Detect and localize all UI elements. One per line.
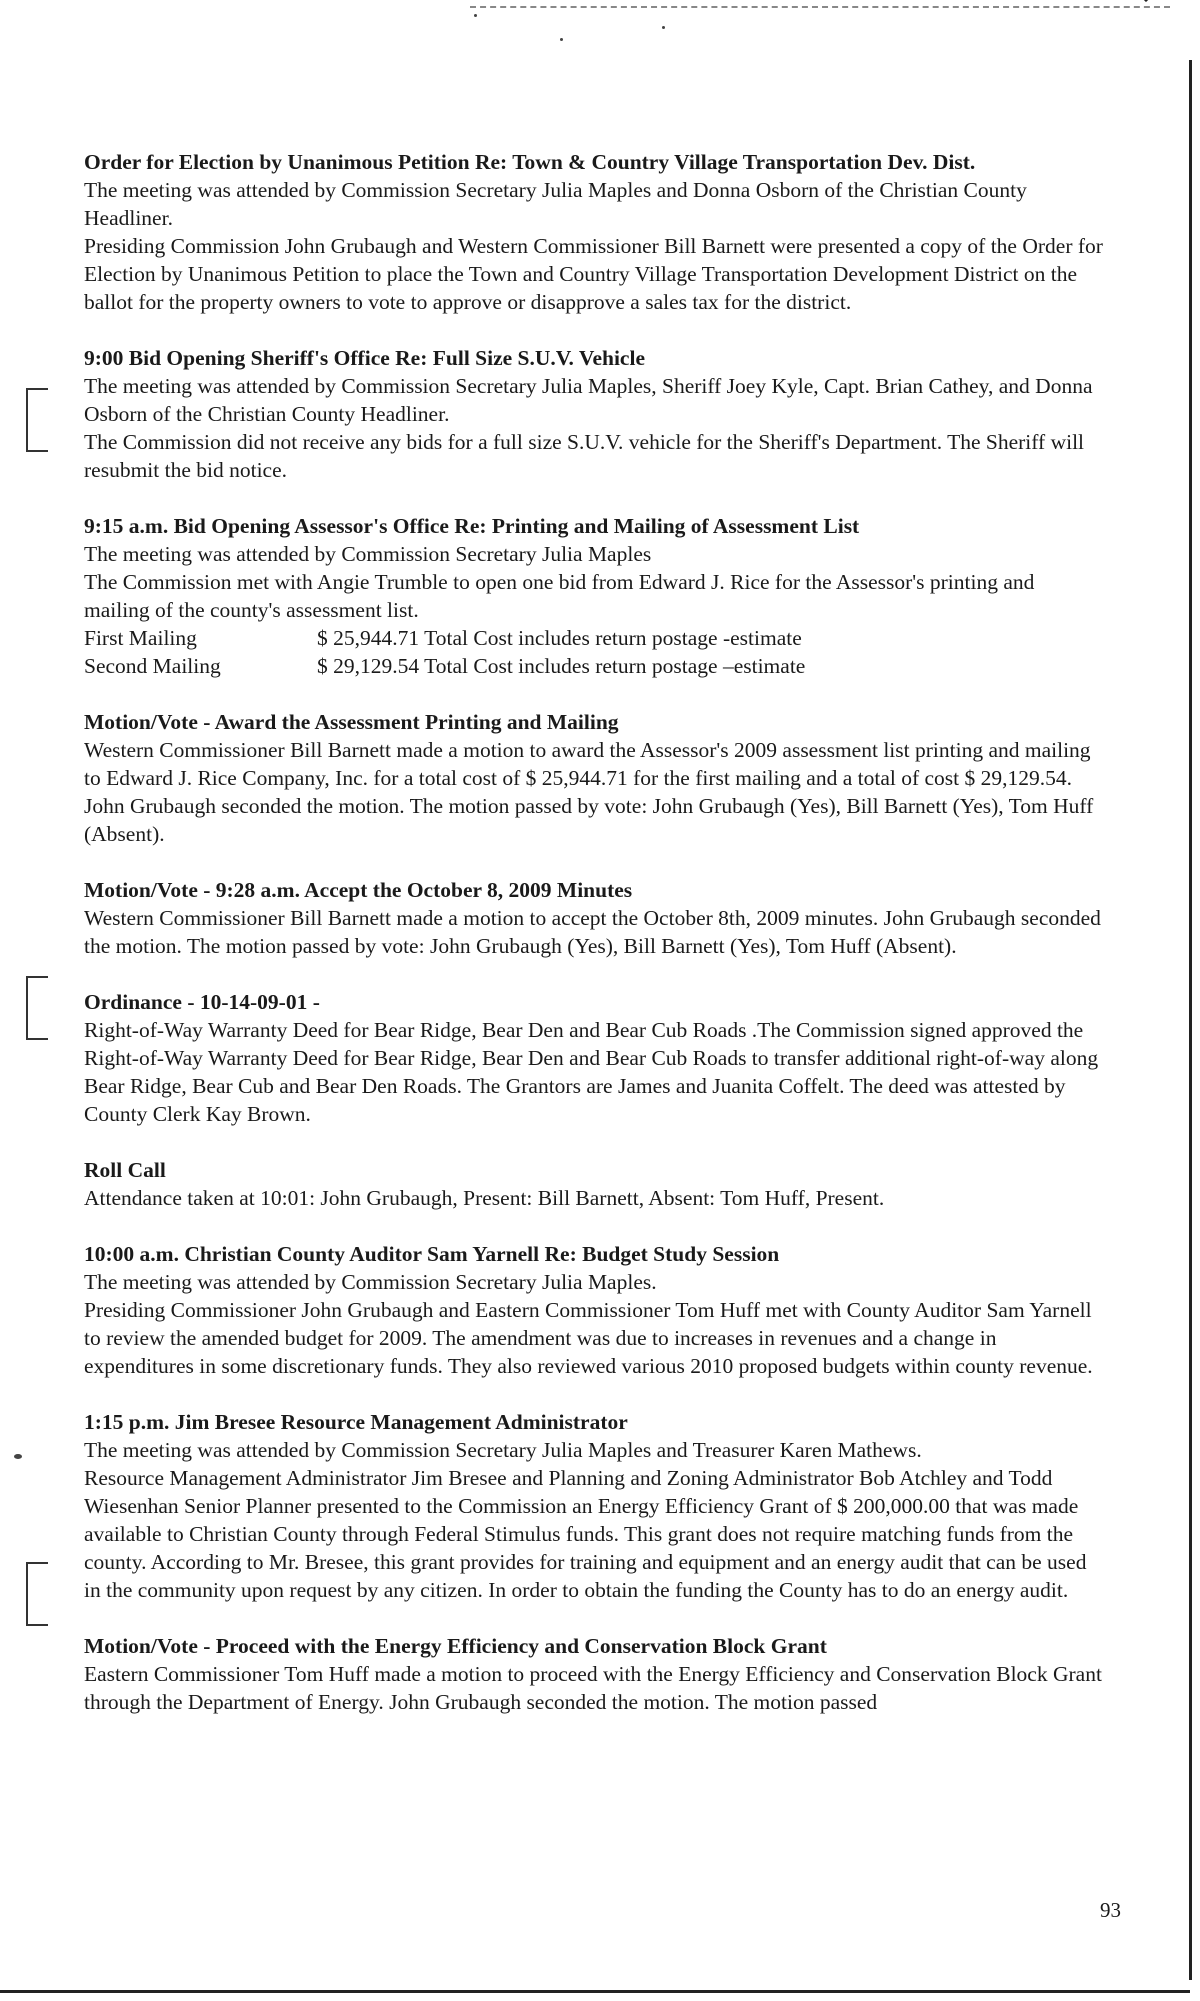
minutes-section	[84, 1408, 1104, 1604]
minutes-body	[84, 148, 1104, 1744]
minutes-section	[84, 708, 1104, 848]
section-paragraph: The Commission met with Angie Trumble to open one bid from Edward J. Rice for the Assessor's printing and mailing of the county's assessment list.	[84, 570, 1035, 622]
section-heading: 9:00 Bid Opening Sheriff's Office Re: Full Size S.U.V. Vehicle	[84, 346, 645, 370]
mailing-cost: $ 25,944.71 Total Cost includes return postage -estimate	[317, 626, 802, 650]
section-heading: 1:15 p.m. Jim Bresee Resource Management Administrator	[84, 1410, 628, 1434]
section-paragraph: The meeting was attended by Commission Secretary Julia Maples and Treasurer Karen Mathews.	[84, 1438, 922, 1462]
scan-top-edge	[470, 6, 1170, 8]
section-paragraph: Presiding Commission John Grubaugh and Western Commissioner Bill Barnett were presented a copy of the Order for Election by Unanimous Petition to place the Town and Country Village Transportation Development District on the ballot for the property owners to vote to approve or disapprove a sales tax for the district.	[84, 234, 1103, 314]
mailing-row	[84, 624, 1104, 652]
section-paragraph: The meeting was attended by Commission Secretary Julia Maples and Donna Osborn of the Christian County Headliner.	[84, 178, 1027, 230]
mailing-label: First Mailing	[84, 626, 197, 650]
scan-speck	[560, 38, 563, 41]
section-heading: 9:15 a.m. Bid Opening Assessor's Office Re: Printing and Mailing of Assessment List	[84, 514, 860, 538]
mailing-label: Second Mailing	[84, 654, 221, 678]
section-paragraph: Attendance taken at 10:01: John Grubaugh, Present: Bill Barnett, Absent: Tom Huff, Present.	[84, 1186, 885, 1210]
section-paragraph: The meeting was attended by Commission Secretary Julia Maples	[84, 542, 652, 566]
binder-hole-mark	[26, 388, 48, 452]
mailing-row	[84, 652, 1104, 680]
scan-speck	[474, 14, 477, 17]
section-paragraph: Right-of-Way Warranty Deed for Bear Ridge, Bear Den and Bear Cub Roads .The Commission signed approved the Right-of-Way Warranty Deed for Bear Ridge, Bear Den and Bear Cub Roads to transfer additional right-of-way along Bear Ridge, Bear Cub and Bear Den Roads. The Grantors are James and Juanita Coffelt. The deed was attested by County Clerk Kay Brown.	[84, 1018, 1099, 1126]
minutes-section	[84, 1240, 1104, 1380]
minutes-section	[84, 988, 1104, 1128]
section-paragraph: Presiding Commissioner John Grubaugh and Eastern Commissioner Tom Huff met with County Auditor Sam Yarnell to review the amended budget for 2009. The amendment was due to increases in revenues and a change in expenditures in some discretionary funds. They also reviewed various 2010 proposed budgets within county revenue.	[84, 1298, 1093, 1378]
section-heading: Roll Call	[84, 1158, 166, 1182]
section-heading: Motion/Vote - Proceed with the Energy Efficiency and Conservation Block Grant	[84, 1634, 827, 1658]
section-paragraph: The Commission did not receive any bids for a full size S.U.V. vehicle for the Sheriff's Department. The Sheriff will resubmit the bid notice.	[84, 430, 1085, 482]
minutes-section	[84, 512, 1104, 680]
section-paragraph: Western Commissioner Bill Barnett made a motion to accept the October 8th, 2009 minutes. John Grubaugh seconded the motion. The motion passed by vote: John Grubaugh (Yes), Bill Barnett (Yes), Tom Huff (Absent).	[84, 906, 1101, 958]
minutes-section	[84, 876, 1104, 960]
scan-speck	[662, 26, 665, 29]
section-paragraph: Eastern Commissioner Tom Huff made a motion to proceed with the Energy Efficiency and Conservation Block Grant through the Department of Energy. John Grubaugh seconded the motion. The motion passed	[84, 1662, 1102, 1714]
minutes-section	[84, 1632, 1104, 1716]
section-paragraph: Resource Management Administrator Jim Bresee and Planning and Zoning Administrator Bob Atchley and Todd Wiesenhan Senior Planner presented to the Commission an Energy Efficiency Grant of $ 200,000.00 that was made available to Christian County through Federal Stimulus funds. This grant does not require matching funds from the county. According to Mr. Bresee, this grant provides for training and equipment and an energy audit that can be used in the community upon request by any citizen. In order to obtain the funding the County has to do an energy audit.	[84, 1466, 1087, 1602]
section-heading: Motion/Vote - Award the Assessment Printing and Mailing	[84, 710, 619, 734]
section-paragraph: The meeting was attended by Commission Secretary Julia Maples, Sheriff Joey Kyle, Capt. Brian Cathey, and Donna Osborn of the Christian County Headliner.	[84, 374, 1093, 426]
binder-hole-mark	[26, 1562, 48, 1626]
section-paragraph: The meeting was attended by Commission Secretary Julia Maples.	[84, 1270, 657, 1294]
scan-right-edge	[1189, 60, 1192, 1980]
mailing-cost: $ 29,129.54 Total Cost includes return postage –estimate	[317, 654, 806, 678]
section-heading: Ordinance - 10-14-09-01 -	[84, 990, 320, 1014]
section-heading: Motion/Vote - 9:28 a.m. Accept the October 8, 2009 Minutes	[84, 878, 633, 902]
section-paragraph: Western Commissioner Bill Barnett made a motion to award the Assessor's 2009 assessment list printing and mailing to Edward J. Rice Company, Inc. for a total cost of $ 25,944.71 for the first mailing and a total of cost $ 29,129.54. John Grubaugh seconded the motion. The motion passed by vote: John Grubaugh (Yes), Bill Barnett (Yes), Tom Huff (Absent).	[84, 738, 1094, 846]
page-number: 93	[1100, 1898, 1121, 1922]
binder-hole-mark	[26, 976, 48, 1040]
section-heading: 10:00 a.m. Christian County Auditor Sam Yarnell Re: Budget Study Session	[84, 1242, 780, 1266]
scan-bottom-edge	[0, 1990, 1190, 1993]
minutes-section	[84, 344, 1104, 484]
minutes-section	[84, 1156, 1104, 1212]
minutes-section	[84, 148, 1104, 316]
section-heading: Order for Election by Unanimous Petition Re: Town & Country Village Transportation Dev. Dist.	[84, 150, 976, 174]
scan-speck	[14, 1454, 22, 1459]
